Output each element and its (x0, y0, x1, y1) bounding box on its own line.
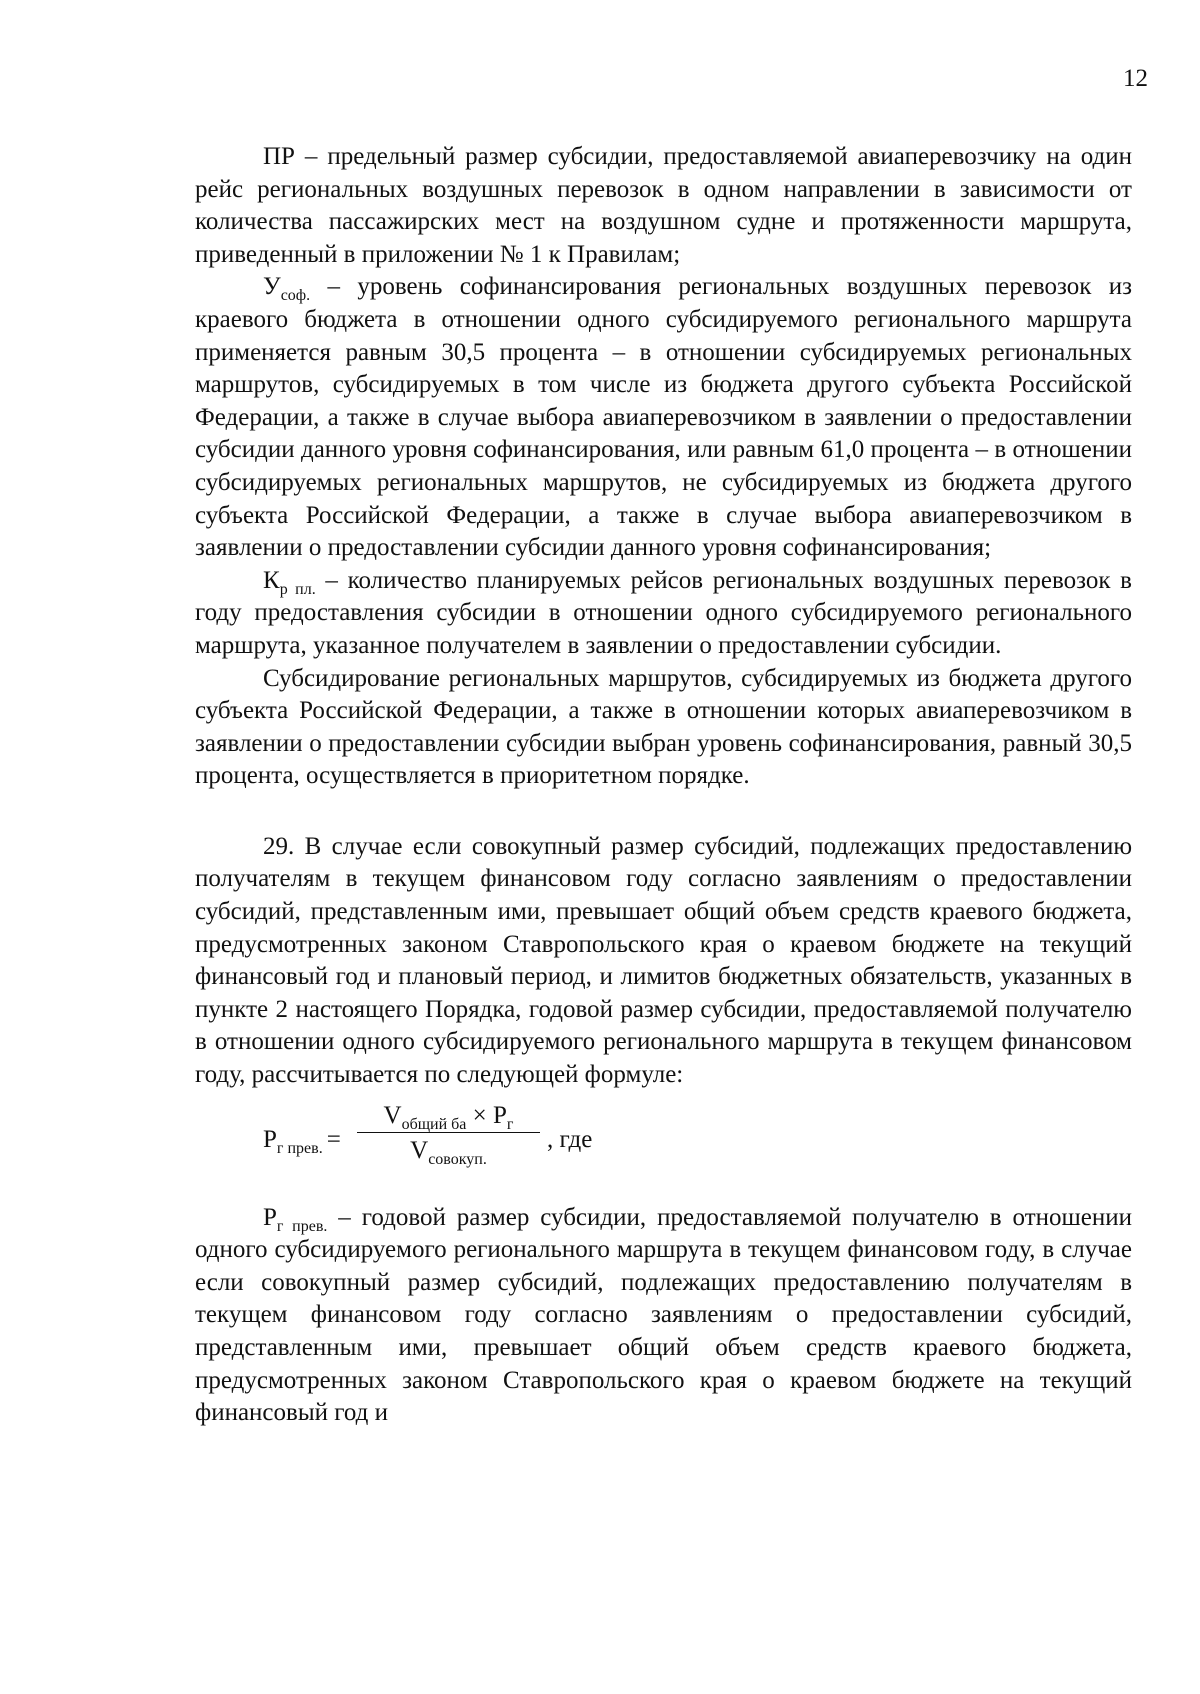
numerator-v: V (383, 1101, 402, 1129)
formula-fraction (357, 1100, 540, 1167)
paragraph-spacer (195, 793, 1132, 831)
formula-where: , где (547, 1125, 593, 1153)
paragraph-priority: Субсидирование региональных маршрутов, субсидируемых из бюджета другого субъекта Российской Федерации, а также в отношении которых авиаперевозчиком в заявлении о предоставлении субсидии выбран уровень софинансирования, равный 30,5 процента, осуществляется в приоритетном порядке. (195, 664, 1132, 790)
denominator-v: V (410, 1136, 429, 1164)
term-subscript: р пл. (279, 580, 316, 598)
page-number: 12 (1123, 65, 1148, 92)
times-sign: × (472, 1101, 487, 1129)
term-main: У (263, 273, 281, 301)
denominator-v-subscript: совокуп. (428, 1150, 487, 1168)
formula-lhs-subscript: г прев. (276, 1139, 323, 1157)
paragraph-prgprev-definition (195, 1202, 1132, 1430)
numerator-v-subscript: общий ба (401, 1115, 467, 1133)
paragraph-usof-definition (195, 271, 1132, 564)
formula-numerator (357, 1100, 540, 1132)
formula-lhs (263, 1124, 341, 1157)
formula-equals: = (326, 1125, 341, 1153)
numerator-p: Р (493, 1101, 507, 1129)
paragraph-krpl-definition (195, 565, 1132, 663)
term-pr: ПР (263, 143, 295, 170)
document-body (195, 141, 1132, 1430)
formula-lhs-main: Р (263, 1125, 277, 1153)
formula-denominator (357, 1135, 540, 1167)
definition-text: – уровень софинансирования региональных воздушных перевозок из краевого бюджета в отношении одного субсидируемого регионального маршрута применяется равным 30,5 процента – в отношении субсидируемых региональных маршрутов, субсидируемых в том числе из бюджета другого субъекта Российской Федерации, а также в случае выбора авиаперевозчиком в заявлении о предоставлении субсидии данного уровня софинансирования, или равным 61,0 процента – в отношении субсидируемых региональных маршрутов, не субсидируемых из бюджета другого субъекта Российской Федерации, а также в случае выбора авиаперевозчиком в заявлении о предоставлении субсидии данного уровня софинансирования; (195, 273, 1132, 562)
term-main: К (263, 566, 280, 594)
term-prgprev (263, 1203, 328, 1235)
term-krpl (263, 566, 316, 598)
paragraph-pr-definition (195, 141, 1132, 271)
term-main: Р (263, 1203, 277, 1231)
definition-text: – годовой размер субсидии, предоставляемой получателю в отношении одного субсидируемого регионального маршрута в текущем финансовом году, в случае если совокупный размер субсидий, подлежащих предоставлению получателям в текущем финансовом году согласно заявлениям о предоставлении субсидий, представленным ими, превышает общий объем средств краевого бюджета, предусмотренных законом Ставропольского края о краевом бюджете на текущий финансовый год и (195, 1203, 1132, 1427)
paragraph-29: 29. В случае если совокупный размер субсидий, подлежащих предоставлению получателям в текущем финансовом году согласно заявлениям о предоставлении субсидий, представленным ими, превышает общий объем средств краевого бюджета, предусмотренных законом Ставропольского края о краевом бюджете на текущий финансовый год и плановый период, и лимитов бюджетных обязательств, указанных в пункте 2 настоящего Порядка, годовой размер субсидии, предоставляемой получателю в отношении одного субсидируемого регионального маршрута в текущем финансовом году, рассчитывается по следующей формуле: (195, 832, 1132, 1089)
term-usof (263, 273, 311, 305)
definition-text: – количество планируемых рейсов региональных воздушных перевозок в году предоставления субсидии в отношении одного субсидируемого регионального маршрута, указанное получателем в заявлении о предоставлении субсидии. (195, 566, 1132, 659)
formula (195, 1092, 1132, 1202)
numerator-p-subscript: г (506, 1115, 514, 1133)
term-subscript: г прев. (276, 1217, 328, 1235)
definition-text: – предельный размер субсидии, предоставляемой авиаперевозчику на один рейс региональных воздушных перевозок в одном направлении в зависимости от количества пассажирских мест на воздушном судне и протяженности маршрута, приведенный в приложении № 1 к Правилам; (195, 143, 1132, 268)
term-subscript: соф. (280, 287, 311, 305)
